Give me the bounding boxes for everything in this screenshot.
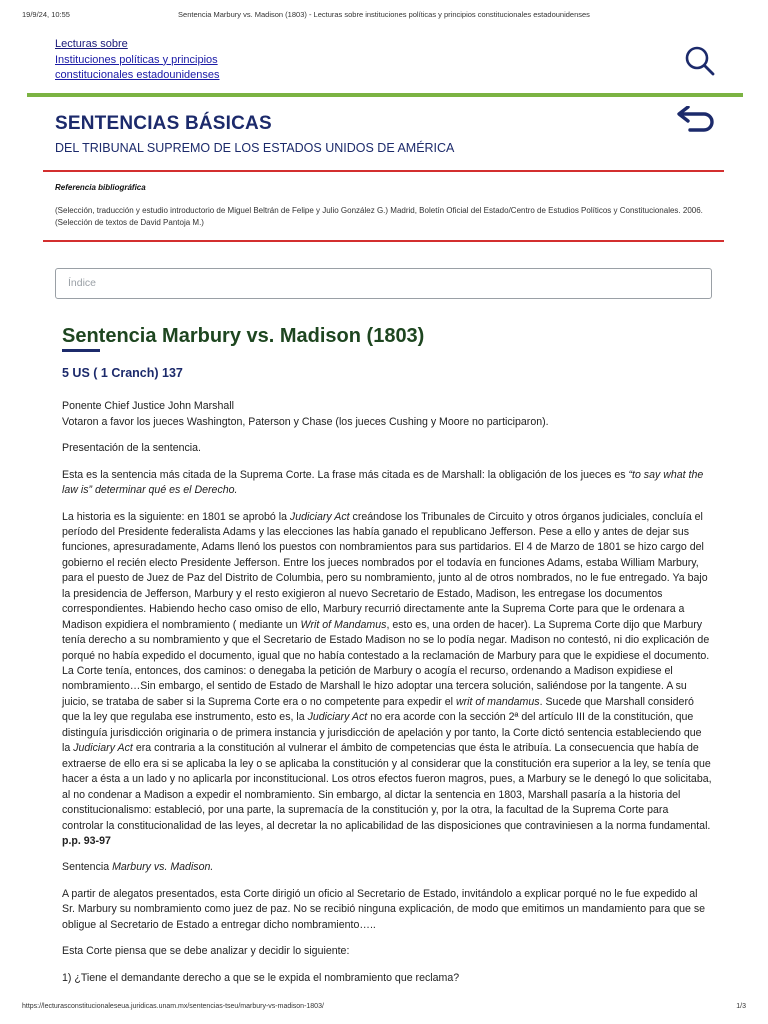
- site-link-lecturas[interactable]: Lecturas sobre: [55, 38, 128, 50]
- site-link-constitucionales[interactable]: constitucionales estadounidenses: [55, 69, 220, 81]
- ponente-line: Ponente Chief Justice John Marshall: [62, 400, 234, 412]
- reference-top-divider: [43, 170, 724, 172]
- case-title: Sentencia Marbury vs. Madison (1803): [62, 325, 425, 347]
- history-text-6: era contraria a la constitución al vulnerar el ámbito de competencias que ésta le atribuía. La consecuencia que había de extraerse de ello era si se aplicaba la ley o se aplicaba la constitución y al considerar que la constitución era superior a la ley, se tenía que hacer a ésta a un lado y no aplicarla por inconstitucional. Los otros efectos fueron magros, pues, a Marbury se le denegó lo que solicitaba, al no condenar a Madison a expedir el nombramiento. Sin embargo, al dictar la sentencia en 1803, Marshall pasaría a la historia del constitucionalismo: estableció, por una parte, la supremacía de la constitución y, por la otra, la facultad de la Suprema Corte para controlar la constitucionalidad de las leyes, al decretar la no aplicabilidad de las disposiciones que contraviniesen a la norma fundamental.: [62, 742, 712, 832]
- page-reference: p.p. 93-97: [62, 835, 111, 848]
- index-dropdown[interactable]: Índice: [55, 268, 712, 299]
- history-text-1: La historia es la siguiente: en 1801 se aprobó la: [62, 510, 290, 523]
- print-header: [0, 10, 768, 24]
- history-em-2: Writ of Mandamus: [300, 618, 387, 631]
- history-em-4: Judiciary Act: [307, 711, 368, 724]
- print-url: https://lecturasconstitucionaleseua.juridicas.unam.mx/sentencias-tseu/marbury-vs-madison-1803/: [22, 1003, 324, 1010]
- site-title-links: [55, 37, 220, 84]
- title-underline: [62, 349, 100, 352]
- sentencia-heading: [62, 860, 712, 876]
- intro-quote: “to say what the law is” determinar qué es el Derecho.: [62, 468, 704, 496]
- reference-bottom-divider: [43, 240, 724, 242]
- intro-paragraph: [62, 468, 712, 499]
- history-em-3: writ of mandamus: [455, 695, 540, 708]
- header-divider: [27, 93, 743, 97]
- reference-label: Referencia bibliográfica: [55, 183, 146, 192]
- question-1: 1) ¿Tiene el demandante derecho a que se le expida el nombramiento que reclama?: [62, 971, 460, 984]
- case-citation: 5 US ( 1 Cranch) 137: [62, 366, 183, 380]
- ponente-paragraph: [62, 399, 712, 430]
- history-em-1: Judiciary Act: [289, 510, 350, 523]
- print-page-number: 1/3: [736, 1003, 746, 1010]
- sentencia-case: Marbury vs. Madison.: [112, 861, 214, 874]
- back-arrow-icon[interactable]: [676, 106, 716, 134]
- article-body: [62, 399, 712, 997]
- presentacion-paragraph: Presentación de la sentencia.: [62, 442, 201, 454]
- piensa-paragraph: Esta Corte piensa que se debe analizar y decidir lo siguiente:: [62, 945, 350, 958]
- history-em-5: Judiciary Act: [73, 742, 133, 755]
- section-title: SENTENCIAS BÁSICAS: [55, 113, 272, 134]
- history-paragraph: [62, 510, 712, 850]
- history-text-5: no era acorde con la sección 2ª del artículo III de la constitución, que distinguía jurisdicción originaria o de primera instancia y jurisdicción de apelación y por tanto, la Corte dictó sentencia estableciendo que la: [62, 711, 702, 755]
- history-text-4: . Sucede que Marshall consideró que la ley que regulaba ese instrumento, esto es, la: [62, 695, 694, 724]
- reference-text: (Selección, traducción y estudio introductorio de Miguel Beltrán de Felipe y Julio González G.) Madrid, Boletín Oficial del Estado/Centro de Estudios Políticos y Constitucionales. 2006. (Selección de textos de David Pantoja M.): [55, 206, 703, 227]
- sentencia-label: Sentencia: [62, 861, 113, 874]
- print-title: Sentencia Marbury vs. Madison (1803) - Lecturas sobre instituciones políticas y principios constitucionales estadounidenses: [178, 10, 590, 19]
- history-text-2: creándose los Tribunales de Circuito y otros órganos judiciales, concluía el período del Presidente federalista Adams y las elecciones las había ganado el republicano Jefferson. Pese a ello y antes de dejar sus funciones, apresuradamente, Adams llenó los puestos con nombramientos para sus partidarios. El 4 de Marzo de 1801 se hizo cargo del gobierno el recién electo Presidente Jefferson. Entre los jueces nombrados por el todavía en funciones Adams, estaba William Marbury, para el puesto de Juez de Paz del Distrito de Columbia, pero su nombramiento, junto al de otros nombrados, no le fue entregado. Ya bajo la presidencia de Jefferson, Marbury y el resto exigieron al nuevo Secretario de Estado, Madison, les entregase los documentos correspondientes. Habiendo hecho caso omiso de ello, Marbury recurrió directamente ante la Suprema Corte para que le ordenara a Madison expidiera el nombramiento ( mediante un: [62, 510, 708, 631]
- site-link-instituciones[interactable]: Instituciones políticas y principios: [55, 53, 218, 66]
- alegatos-paragraph: A partir de alegatos presentados, esta Corte dirigió un oficio al Secretario de Estado, invitándolo a explicar porqué no le fue expedido al Sr. Marbury su nombramiento como juez de paz. No se recibió ninguna explicación, de modo que emitimos un mandamiento para que se obligue al Secretario de Estado a entregar dicho nombramiento…..: [62, 887, 706, 931]
- votaron-line: Votaron a favor los jueces Washington, Paterson y Chase (los jueces Cushing y Moore no participaron).: [62, 415, 549, 428]
- section-subtitle: DEL TRIBUNAL SUPREMO DE LOS ESTADOS UNIDOS DE AMÉRICA: [55, 141, 455, 155]
- intro-text: Esta es la sentencia más citada de la Suprema Corte. La frase más citada es de Marshall: la obligación de los jueces es: [62, 468, 629, 481]
- history-text-3: , esto es, una orden de hacer). La Suprema Corte dijo que Marbury tenía derecho a su nombramiento y que el Secretario de Estado Madison no se lo podía negar. Madison no contestó, ni dio explicación de porqué no había expedido el documento, igual que no había contestado a la reclamación de Marbury para que le expidiese el documento. La Corte tenía, entonces, dos caminos: o denegaba la petición de Marbury o acogía el recurso, ordenando a Madison expidiese el nombramiento…Sin embargo, el sentido de Estado de Marshall le hizo adoptar una tercera solución, saliéndose por la tangente. A su juicio, se trataba de saber si la Suprema Corte era o no competente para expedir el: [62, 618, 710, 708]
- search-icon[interactable]: [684, 45, 716, 77]
- print-date: 19/9/24, 10:55: [22, 10, 70, 19]
